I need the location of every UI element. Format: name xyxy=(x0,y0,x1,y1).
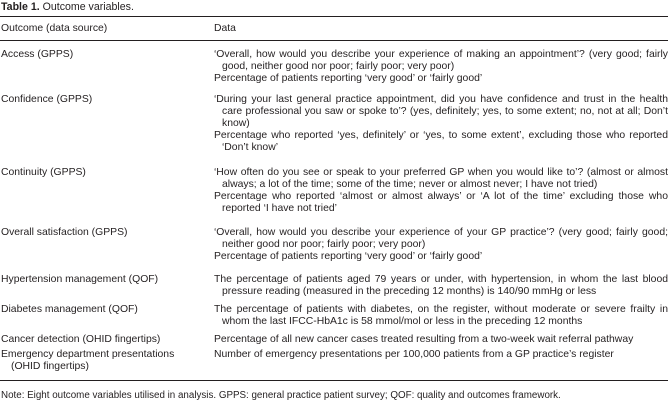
header-rule xyxy=(0,40,668,41)
table-row-outcome xyxy=(1,334,206,346)
outcome-label: Hypertension management (QOF) xyxy=(1,274,159,285)
data-text: Percentage of patients reporting ‘very good’ or ‘fairly good’ xyxy=(214,73,483,84)
table-row-data xyxy=(214,274,668,298)
table-row-data xyxy=(214,49,668,85)
table-row-data xyxy=(214,167,668,215)
table-row-data xyxy=(214,227,668,263)
table-row-outcome xyxy=(1,227,206,239)
data-text: Percentage who reported ‘almost or almost always’ or ‘A lot of the time’ excluding those who reported ‘I have not tried’ xyxy=(214,191,668,214)
data-text: ‘Overall, how would you describe your experience of making an appointment’? (very good; fairly good, neither good nor poor; fairly poor; very poor) xyxy=(214,49,668,72)
outcome-label: Access (GPPS) xyxy=(1,49,74,60)
header-data: Data xyxy=(214,23,236,34)
table-row-data xyxy=(214,334,668,346)
table-note: Note: Eight outcome variables utilised in analysis. GPPS: general practice patient survey; QOF: quality and outcomes framework. xyxy=(1,390,561,401)
table-row-outcome xyxy=(1,49,206,61)
outcome-label: Emergency department presentations xyxy=(1,349,175,360)
data-text: Percentage of all new cancer cases treated resulting from a two-week wait referral pathway xyxy=(214,334,634,345)
table-caption xyxy=(1,1,134,13)
bottom-rule xyxy=(0,380,668,381)
table-row-data xyxy=(214,94,668,154)
table-row-data xyxy=(214,304,668,328)
header-outcome: Outcome (data source) xyxy=(1,23,108,34)
table-row-outcome xyxy=(1,304,206,316)
table-row-data xyxy=(214,349,668,361)
data-text: ‘Overall, how would you describe your experience of your GP practice’? (very good; fairly good; neither good nor poor; fairly poor; very poor) xyxy=(214,227,668,250)
data-text: Percentage who reported ‘yes, definitely’ or ‘yes, to some extent’, excluding those who reported ‘Don’t know’ xyxy=(214,130,668,153)
caption-title: Outcome variables. xyxy=(42,1,134,13)
data-text: Percentage of patients reporting ‘very good’ or ‘fairly good’ xyxy=(214,251,483,262)
table-row-outcome xyxy=(1,167,206,179)
outcome-label: Continuity (GPPS) xyxy=(1,167,86,178)
table-row-outcome xyxy=(1,274,206,286)
outcome-label: Cancer detection (OHID fingertips) xyxy=(1,334,161,345)
data-text: ‘During your last general practice appointment, did you have confidence and trust in the health care professional you saw or spoke to’? (yes, definitely; yes, to some extent; no, not at all; Don’t know) xyxy=(214,94,668,129)
outcome-label-continued: (OHID fingertips) xyxy=(11,361,89,372)
data-text: The percentage of patients aged 79 years or under, with hypertension, in whom the last blood pressure reading (measured in the preceding 12 months) is 140/90 mmHg or less xyxy=(214,274,668,297)
table-row-outcome xyxy=(1,94,206,106)
caption-label: Table 1. xyxy=(1,1,40,13)
top-rule xyxy=(0,16,668,17)
outcome-label: Confidence (GPPS) xyxy=(1,94,93,105)
outcome-label: Diabetes management (QOF) xyxy=(1,304,138,315)
data-text: ‘How often do you see or speak to your preferred GP when you would like to’? (almost or almost always; a lot of the time; some of the time; never or almost never; I have not tried) xyxy=(214,167,668,190)
data-text: The percentage of patients with diabetes, on the register, without moderate or severe frailty in whom the last IFCC-HbA1c is 58 mmol/mol or less in the preceding 12 months xyxy=(214,304,668,327)
outcome-label: Overall satisfaction (GPPS) xyxy=(1,227,128,238)
data-text: Number of emergency presentations per 100,000 patients from a GP practice’s register xyxy=(214,349,614,360)
table-row-outcome xyxy=(1,349,206,373)
